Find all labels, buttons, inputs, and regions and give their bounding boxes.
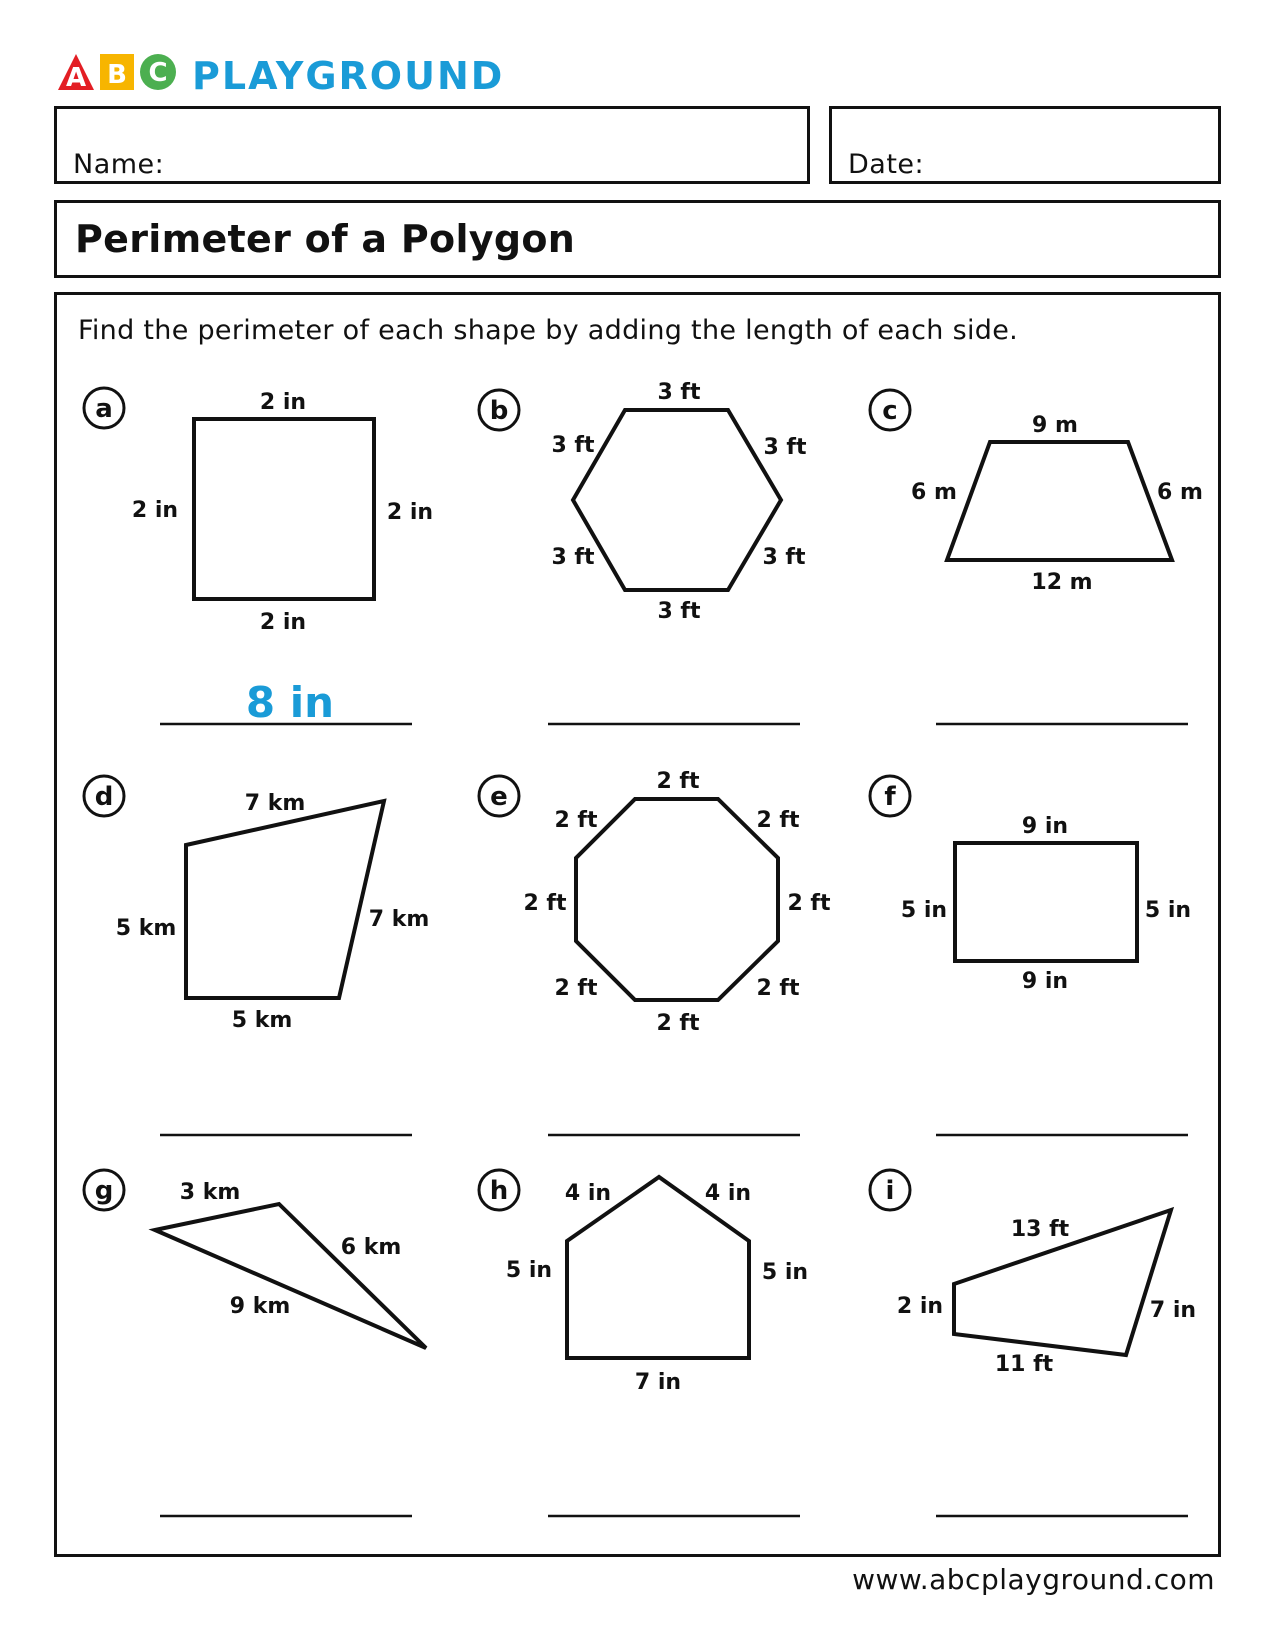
logo-letter-a: A	[65, 63, 87, 93]
side-label: 5 in	[505, 1258, 553, 1283]
date-label: Date:	[848, 149, 925, 180]
problem-letter: g	[94, 1176, 114, 1206]
side-label: 4 in	[704, 1181, 752, 1206]
side-label: 2 in	[386, 500, 434, 525]
side-label: 5 km	[115, 916, 177, 941]
side-label: 2 ft	[554, 976, 598, 1001]
side-label: 9 km	[229, 1294, 291, 1319]
page-title: Perimeter of a Polygon	[75, 217, 576, 261]
instructions: Find the perimeter of each shape by adding the length of each side.	[78, 315, 1018, 346]
side-label: 5 km	[231, 1008, 293, 1033]
rectangle-shape	[955, 843, 1137, 961]
problem-letter: f	[884, 782, 896, 812]
problem-letter: a	[95, 394, 113, 424]
side-label: 9 in	[1021, 814, 1069, 839]
side-label: 7 km	[368, 907, 430, 932]
side-label: 2 ft	[787, 891, 831, 916]
side-label: 2 ft	[656, 769, 700, 794]
side-label: 12 m	[1031, 570, 1093, 595]
side-label: 9 m	[1032, 413, 1078, 438]
side-label: 2 ft	[554, 808, 598, 833]
side-label: 3 ft	[551, 433, 595, 458]
problem-f	[870, 776, 1191, 1135]
side-label: 2 ft	[756, 808, 800, 833]
side-label: 5 in	[900, 898, 948, 923]
side-label: 2 ft	[523, 891, 567, 916]
problem-h	[479, 1170, 808, 1516]
problem-e	[479, 769, 831, 1135]
answer-text: 8 in	[245, 678, 335, 727]
trapezoid-shape	[947, 442, 1172, 560]
problem-letter: e	[490, 782, 508, 812]
problem-i	[870, 1170, 1196, 1516]
problem-letter: h	[489, 1176, 509, 1206]
footer-url[interactable]: www.abcplayground.com	[852, 1563, 1215, 1596]
side-label: 3 ft	[762, 545, 806, 570]
side-label: 2 ft	[656, 1011, 700, 1036]
side-label: 3 ft	[657, 380, 701, 405]
problem-d	[84, 776, 429, 1135]
octagon-shape	[576, 799, 778, 1000]
side-label: 2 in	[131, 498, 179, 523]
problem-letter: c	[882, 396, 898, 426]
side-label: 6 m	[911, 480, 957, 505]
side-label: 4 in	[564, 1181, 612, 1206]
problem-letter: d	[94, 782, 114, 812]
side-label: 7 in	[1149, 1298, 1197, 1323]
problem-letter: b	[489, 396, 509, 426]
quadrilateral-shape	[186, 801, 384, 998]
side-label: 5 in	[761, 1260, 809, 1285]
side-label: 3 ft	[657, 599, 701, 624]
side-label: 2 ft	[756, 976, 800, 1001]
logo-word: PLAYGROUND	[192, 54, 505, 98]
name-label: Name:	[73, 149, 165, 180]
problem-g	[84, 1170, 426, 1516]
side-label: 3 ft	[763, 435, 807, 460]
side-label: 2 in	[259, 610, 307, 635]
side-label: 9 in	[1021, 969, 1069, 994]
problem-b	[479, 380, 807, 724]
hexagon-shape	[573, 410, 781, 590]
logo-letter-c: C	[148, 58, 168, 88]
problem-a	[84, 388, 433, 727]
problem-c	[870, 390, 1203, 724]
side-label: 13 ft	[1010, 1217, 1070, 1242]
side-label: 5 in	[1144, 898, 1192, 923]
side-label: 2 in	[896, 1294, 944, 1319]
side-label: 3 ft	[551, 545, 595, 570]
logo-letter-b: B	[107, 60, 127, 90]
side-label: 2 in	[259, 390, 307, 415]
side-label: 7 in	[634, 1370, 682, 1395]
triangle-shape	[155, 1204, 426, 1348]
side-label: 6 m	[1157, 480, 1203, 505]
side-label: 6 km	[340, 1235, 402, 1260]
problem-letter: i	[885, 1176, 895, 1206]
square-shape	[194, 419, 374, 599]
side-label: 11 ft	[994, 1352, 1054, 1377]
side-label: 7 km	[244, 791, 306, 816]
side-label: 3 km	[179, 1180, 241, 1205]
